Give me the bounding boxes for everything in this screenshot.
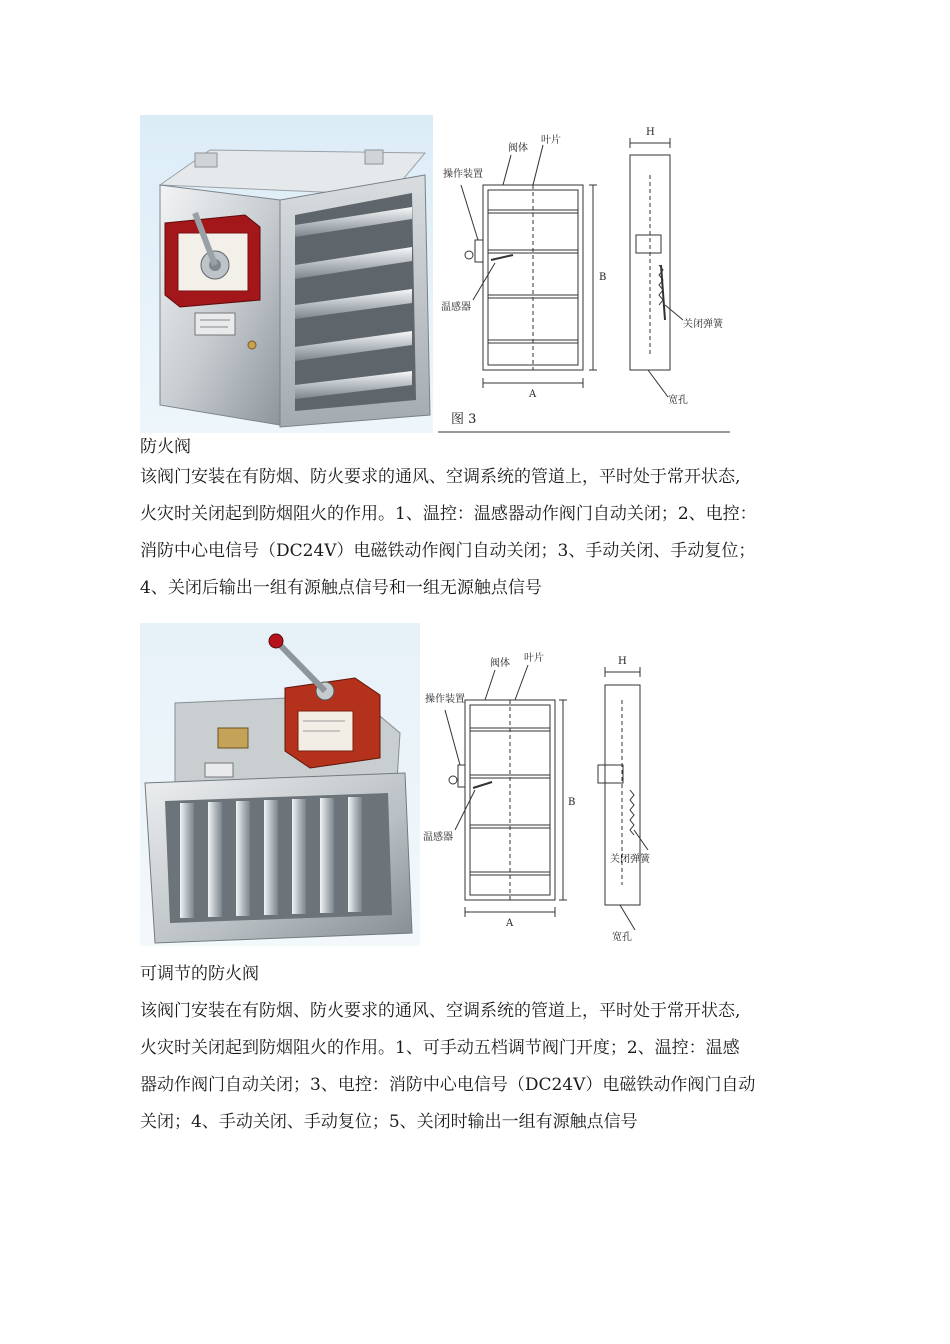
section-description-adjustable-fire-damper [140,993,830,1141]
label-spring: 关闭弹簧 [683,319,723,330]
paragraph-line: 火灾时关闭起到防烟阻火的作用。1、可手动五档调节阀门开度；2、温控：温感 [140,1038,740,1058]
label-operator: 操作装置 [425,694,465,705]
section-description-fire-damper [140,459,830,607]
section-title-fire-damper: 防火阀 [140,437,191,457]
label-spring: 关闭弹簧 [610,854,650,865]
label-figure: 图 3 [451,412,477,427]
paragraph-line: 火灾时关闭起到防烟阻火的作用。1、温控：温感器动作阀门自动关闭；2、电控： [140,504,757,524]
label-dim-a: A [506,918,514,929]
label-dim-h: H [618,656,627,667]
section-title-adjustable-fire-damper: 可调节的防火阀 [140,964,259,984]
label-body: 阀体 [490,658,510,669]
label-dim-a: A [529,389,537,400]
label-body: 阀体 [508,143,528,154]
label-dim-b: B [568,797,576,808]
label-hole: 宽孔 [668,395,688,406]
label-sensor: 温感器 [441,302,471,313]
label-dim-h: H [646,127,655,138]
paragraph-line: 器动作阀门自动关闭；3、电控：消防中心电信号（DC24V）电磁铁动作阀门自动 [140,1075,756,1095]
paragraph-line: 关闭；4、手动关闭、手动复位；5、关闭时输出一组有源触点信号 [140,1112,638,1132]
paragraph-line: 消防中心电信号（DC24V）电磁铁动作阀门自动关闭；3、手动关闭、手动复位； [140,541,756,561]
label-operator: 操作装置 [443,169,483,180]
label-sensor: 温感器 [423,832,453,843]
label-blade: 叶片 [541,135,561,146]
paragraph-line: 4、关闭后输出一组有源触点信号和一组无源触点信号 [140,578,542,598]
fire-damper-photo [140,115,433,433]
label-dim-b: B [599,272,607,283]
paragraph-line: 该阀门安装在有防烟、防火要求的通风、空调系统的管道上，平时处于常开状态, [140,1001,741,1021]
paragraph-line: 该阀门安装在有防烟、防火要求的通风、空调系统的管道上，平时处于常开状态, [140,467,741,487]
fire-damper-drawing [433,115,730,435]
label-hole: 宽孔 [612,932,632,943]
label-blade: 叶片 [524,653,544,664]
adjustable-fire-damper-photo [140,623,420,946]
adjustable-fire-damper-drawing [420,640,660,945]
